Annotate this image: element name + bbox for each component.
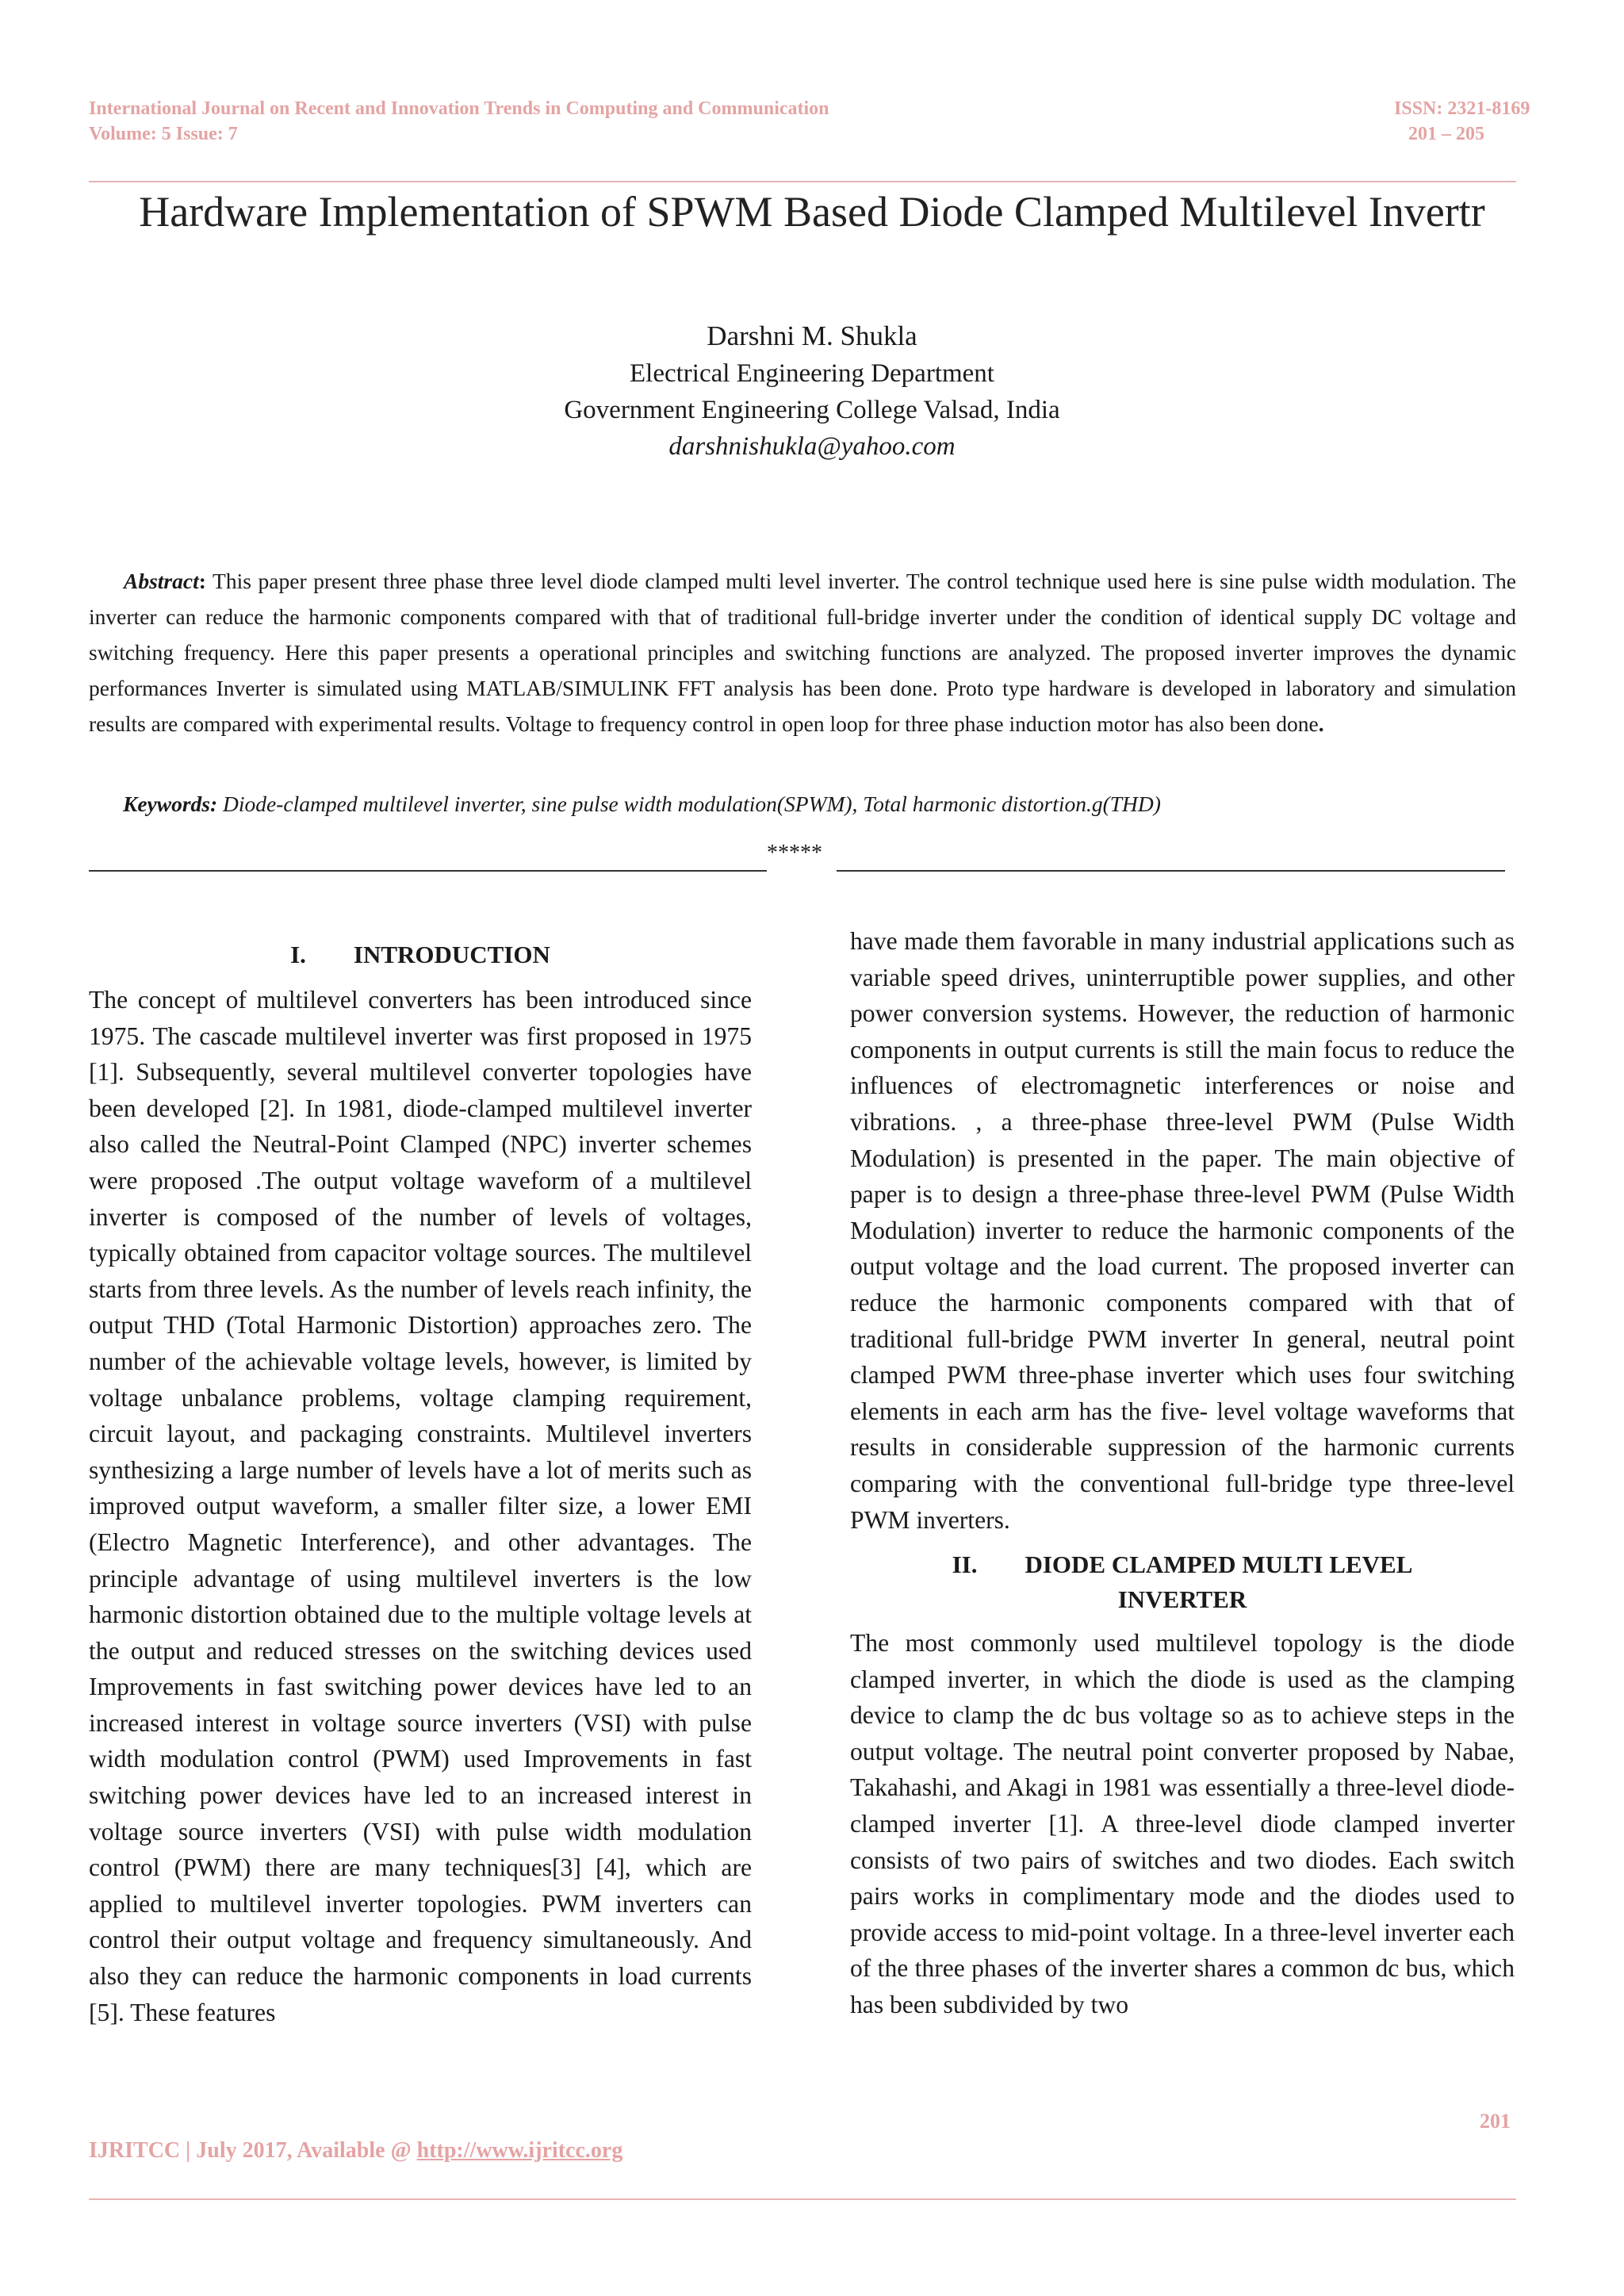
- abstract-end: .: [1318, 711, 1324, 736]
- keywords: [123, 792, 1161, 817]
- section-1-title: INTRODUCTION: [353, 941, 550, 968]
- page-number: 201: [1480, 2110, 1511, 2133]
- author-email: darshnishukla@yahoo.com: [668, 432, 956, 461]
- footer-link[interactable]: http://www.ijritcc.org: [416, 2138, 623, 2163]
- keywords-label: Keywords:: [123, 792, 218, 816]
- paper-title: Hardware Implementation of SPWM Based Diode Clamped Multilevel Invertr: [139, 188, 1485, 236]
- author-college: Government Engineering College Valsad, India: [564, 396, 1060, 424]
- section-1-number: I.: [290, 941, 306, 968]
- separator-rule-left: [89, 870, 767, 872]
- section-1-continuation: have made them favorable in many industrial applications such as variable speed drives, uninterruptible power supplies, and other power conversion systems. However, the reduction of harmonic components in output currents is still the main focus to reduce the influences of electromagnetic interferences or noise and vibrations. , a three-phase three-level PWM (Pulse Width Modulation) is presented in the paper. The main objective of paper is to design a three-phase three-level PWM (Pulse Width Modulation) inverter to reduce the harmonic components of the output voltage and the load current. The proposed inverter can reduce the harmonic components compared with that of traditional full-bridge PWM inverter In general, neutral point clamped PWM three-phase inverter which uses four switching elements in each arm has the five- level voltage waveforms that results in considerable suppression of the harmonic currents comparing with the conventional full-bridge type three-level PWM inverters.: [850, 927, 1515, 1534]
- right-column: [850, 923, 1515, 2023]
- section-2-title-line2: INVERTER: [1117, 1585, 1247, 1614]
- page-range: 201 – 205: [1408, 124, 1484, 144]
- header-divider: [89, 181, 1516, 182]
- journal-issn: ISSN: 2321-8169: [1394, 98, 1530, 119]
- section-2-body: The most commonly used multilevel topology is the diode clamped inverter, in which the diode is used as the clamping device to clamp the dc bus voltage so as to achieve steps in the output voltage. The neutral point converter proposed by Nabae, Takahashi, and Akagi in 1981 was essentially a three-level diode-clamped inverter [1]. A three-level diode clamped inverter consists of two pairs of switches and two diodes. Each switch pairs works in complimentary mode and the diodes used to provide access to mid-point voltage. In a three-level inverter each of the three phases of the inverter shares a common dc bus, which has been subdivided by two: [850, 1629, 1515, 2019]
- abstract-colon: :: [198, 569, 206, 593]
- author-department: Electrical Engineering Department: [630, 359, 994, 388]
- left-column: [89, 937, 752, 2030]
- section-2-title-line1: DIODE CLAMPED MULTI LEVEL: [1025, 1550, 1413, 1579]
- abstract-text: This paper present three phase three level diode clamped multi level inverter. The control technique used here is sine pulse width modulation. The inverter can reduce the harmonic components compared with that of traditional full-bridge inverter under the condition of identical supply DC voltage and switching frequency. Here this paper presents a operational principles and switching functions are analyzed. The proposed inverter improves the dynamic performances Inverter is simulated using MATLAB/SIMULINK FFT analysis has been done. Proto type hardware is developed in laboratory and simulation results are compared with experimental results. Voltage to frequency control in open loop for three phase induction motor has also been done: [89, 569, 1516, 736]
- separator-stars: *****: [767, 841, 822, 865]
- section-2-heading: [850, 1547, 1515, 1617]
- section-2-number: II.: [952, 1550, 978, 1579]
- section-1-body: The concept of multilevel converters has been introduced since 1975. The cascade multilevel inverter was first proposed in 1975 [1]. Subsequently, several multilevel converter topologies have been developed [2]. In 1981, diode-clamped multilevel inverter also called the Neutral-Point Clamped (NPC) inverter schemes were proposed .The output voltage waveform of a multilevel inverter is composed of the number of levels of voltages, typically obtained from capacitor voltage sources. The multilevel starts from three levels. As the number of levels reach infinity, the output THD (Total Harmonic Distortion) approaches zero. The number of the achievable voltage levels, however, is limited by voltage unbalance problems, voltage clamping requirement, circuit layout, and packaging constraints. Multilevel inverters synthesizing a large number of levels have a lot of merits such as improved output waveform, a smaller filter size, a lower EMI (Electro Magnetic Interference), and other advantages. The principle advantage of using multilevel inverters is the low harmonic distortion obtained due to the multiple voltage levels at the output and reduced stresses on the switching devices used Improvements in fast switching power devices have led to an increased interest in voltage source inverters (VSI) with pulse width modulation control (PWM) used Improvements in fast switching power devices have led to an increased interest in voltage source inverters (VSI) with pulse width modulation control (PWM) there are many techniques[3] [4], which are applied to multilevel inverter topologies. PWM inverters can control their output voltage and frequency simultaneously. And also they can reduce the harmonic components in load currents [5]. These features: [89, 986, 752, 2026]
- keywords-text: Diode-clamped multilevel inverter, sine pulse width modulation(SPWM), Total harmonic distortion.g(THD): [217, 792, 1161, 816]
- separator-rule-right: [837, 870, 1505, 872]
- footer-divider: [89, 2198, 1516, 2200]
- section-1-heading: [89, 937, 752, 972]
- abstract-label: Abstract: [124, 569, 199, 593]
- journal-volume: Volume: 5 Issue: 7: [89, 124, 238, 144]
- footer: [89, 2138, 622, 2164]
- abstract: [89, 563, 1516, 742]
- author-name: Darshni M. Shukla: [707, 320, 917, 351]
- journal-name: International Journal on Recent and Innovation Trends in Computing and Communication: [89, 98, 829, 119]
- footer-text: IJRITCC | July 2017, Available @: [89, 2138, 417, 2163]
